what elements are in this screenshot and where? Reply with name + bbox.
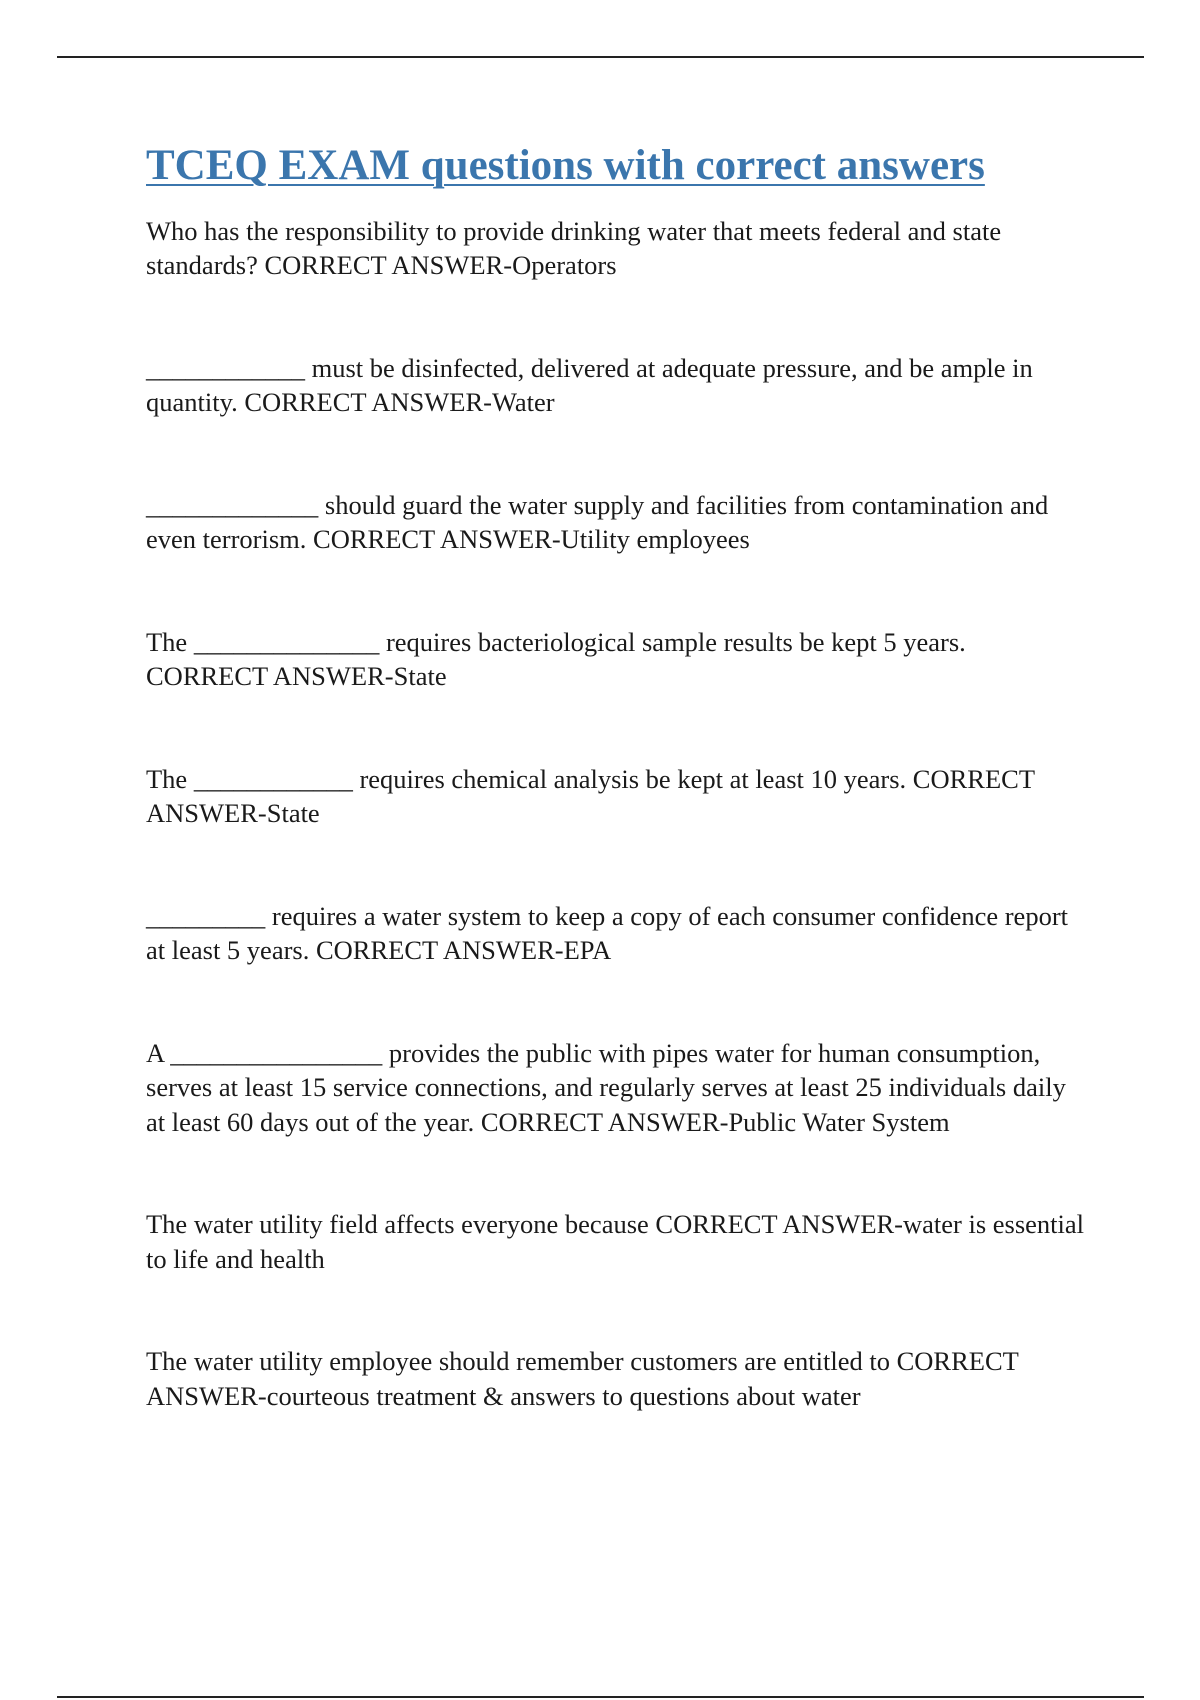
question-item: The ______________ requires bacteriological sample results be kept 5 years. CORRECT ANSWER-State (146, 626, 966, 692)
question-item: _________ requires a water system to keep a copy of each consumer confidence report at least 5 years. CORRECT ANSWER-EPA (146, 900, 1069, 966)
question-item: The water utility employee should remember customers are entitled to CORRECT ANSWER-courteous treatment & answers to questions about water (146, 1346, 1019, 1411)
question-item: The water utility field affects everyone because CORRECT ANSWER-water is essential to life and health (146, 1209, 1085, 1274)
question-item: The ____________ requires chemical analysis be kept at least 10 years. CORRECT ANSWER-State (146, 763, 1035, 829)
question-list (146, 214, 1086, 1414)
question-item: _____________ should guard the water supply and facilities from contamination and even terrorism. CORRECT ANSWER-Utility employees (146, 489, 1049, 555)
document-title: TCEQ EXAM questions with correct answers (146, 142, 985, 189)
top-rule (57, 56, 1144, 58)
bottom-rule (57, 1696, 1144, 1698)
question-item: ____________ must be disinfected, delivered at adequate pressure, and be ample in quantity. CORRECT ANSWER-Water (146, 352, 1033, 418)
question-item: A ________________ provides the public with pipes water for human consumption, serves at least 15 service connections, and regularly serves at least 25 individuals daily at least 60 days out of the year. CORRECT ANSWER-Public Water System (146, 1037, 1066, 1137)
page-content (146, 140, 1086, 1481)
question-item: Who has the responsibility to provide drinking water that meets federal and state standards? CORRECT ANSWER-Operators (146, 215, 1002, 281)
